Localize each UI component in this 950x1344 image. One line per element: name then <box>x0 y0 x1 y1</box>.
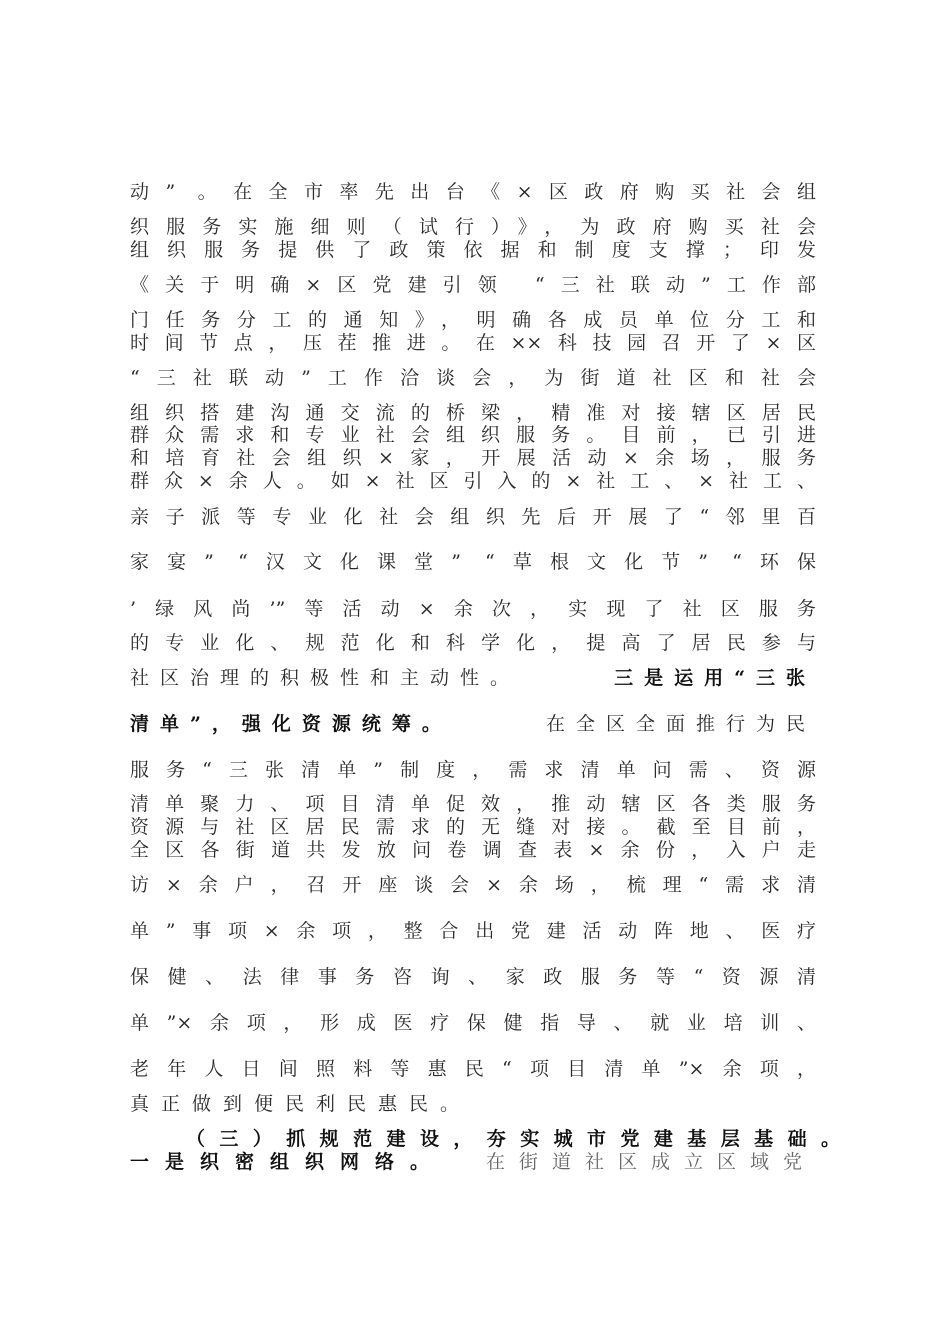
text-line-last: 真正做到便民利民惠民。 <box>130 1093 472 1115</box>
text-line: 单”事项×余项，整合出党建活动阵地、医疗 <box>130 920 816 942</box>
text-line: 群众需求和专业社会组织服务。目前，已引进 <box>130 424 816 446</box>
text-line: 动” 。在全市率先出台《×区政府购买社会组 <box>130 181 816 203</box>
text-line: 家宴” “汉文化课堂” “草根文化节” “环保 <box>130 551 816 573</box>
text-line: 组织搭建沟通交流的桥梁，精准对接辖区居民 <box>130 402 816 424</box>
text-line: 资源与社区居民需求的无缝对接。截至目前， <box>130 816 816 838</box>
text-line: 全区各街道共发放问卷调查表×余份，入户走 <box>130 839 816 861</box>
bold-point-three-cont: 清单”，强化资源统筹。 <box>130 713 452 735</box>
text-line: 《关于明确×区党建引领 “三社联动”工作部 <box>130 274 816 296</box>
text-line: “三社联动”工作洽谈会，为街道社区和社会 <box>130 367 816 389</box>
text-line: 访×余户，召开座谈会×余场，梳理“需求清 <box>130 874 816 896</box>
text-line: ’绿风尚’”等活动×余次，实现了社区服务 <box>130 598 816 620</box>
text-line: 的专业化、规范化和科学化，提高了居民参与 <box>130 632 816 654</box>
text-line: 门任务分工的通知》，明确各成员单位分工和 <box>130 309 816 331</box>
text-line: 单”×余项，形成医疗保健指导、就业培训、 <box>130 1012 816 1034</box>
text-line: 亲子派等专业化社会组织先后开展了“邻里百 <box>130 506 816 528</box>
text-span: 在街道社区成立区域党 <box>485 1151 816 1173</box>
section-heading: （三）抓规范建设，夯实城市党建基层基础。 <box>186 1128 840 1150</box>
text-line-mixed <box>130 1151 816 1173</box>
text-span: 社区治理的积极性和主动性。 <box>130 667 521 689</box>
bold-point-three: 三是运用“三张 <box>614 667 816 689</box>
text-line: 织服务实施细则（试行）》，为政府购买社会 <box>130 216 816 238</box>
bold-lead: 一是织密组织网络。 <box>130 1151 446 1173</box>
text-line: 老年人日间照料等惠民“项目清单”×余项， <box>130 1058 816 1080</box>
text-line: 群众×余人。如×社区引入的×社工、×社工、 <box>130 470 816 492</box>
text-line: 保健、法律事务咨询、家政服务等“资源清 <box>130 966 816 988</box>
text-line: 和培育社会组织×家，开展活动×余场，服务 <box>130 447 816 469</box>
text-span: 在全区全面推行为民 <box>545 713 816 735</box>
text-line: 服务“三张清单”制度，需求清单问需、资源 <box>130 759 816 781</box>
text-line: 时间节点，压茬推进。在××科技园召开了×区 <box>130 332 816 354</box>
text-line: 组织服务提供了政策依据和制度支撑；印发 <box>130 239 816 261</box>
text-line: 清单聚力、项目清单促效，推动辖区各类服务 <box>130 793 816 815</box>
text-line-mixed <box>130 713 816 735</box>
text-line-mixed <box>130 667 816 689</box>
